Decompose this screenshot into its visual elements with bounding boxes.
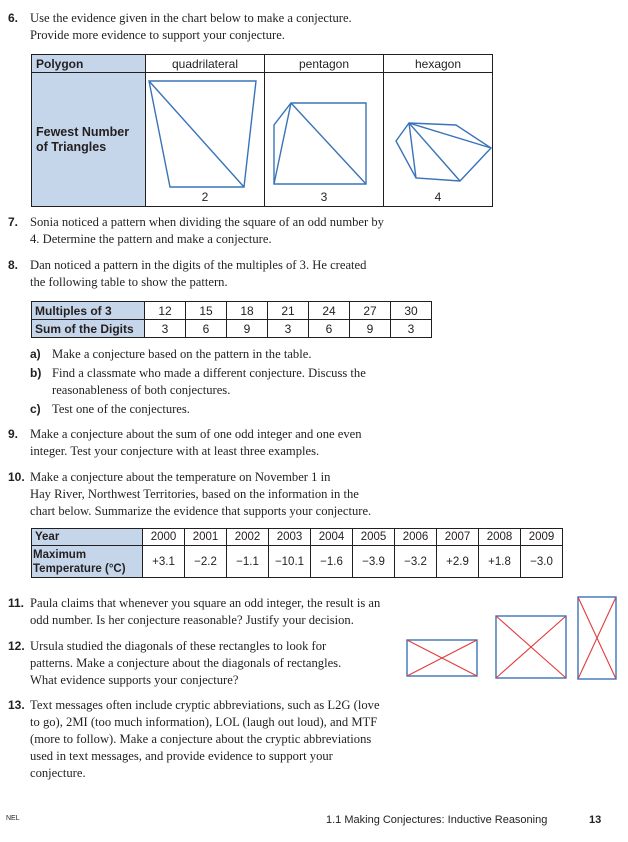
question-text-line: Dan noticed a pattern in the digits of the multiples of 3. He created <box>30 258 367 272</box>
question-9 <box>8 426 440 460</box>
digit-sum-label: Sum of the Digits <box>32 320 145 338</box>
temp-cell: +3.1 <box>143 546 185 578</box>
question-8 <box>8 257 440 291</box>
temp-cell: +1.8 <box>479 546 521 578</box>
question-text-line: the following table to show the pattern. <box>30 275 228 289</box>
question-7 <box>8 214 440 248</box>
part-b <box>32 365 422 399</box>
multiples-label: Multiples of 3 <box>32 302 145 320</box>
question-text-line: odd number. Is her conjecture reasonable? Justify your decision. <box>30 613 354 627</box>
quadrilateral-cell <box>146 73 265 207</box>
question-11 <box>8 595 440 629</box>
question-number: 12. <box>8 639 25 653</box>
question-13 <box>8 697 440 782</box>
temperature-table <box>31 528 563 578</box>
multiple-cell: 18 <box>227 302 268 320</box>
triangles-count: 2 <box>201 190 209 204</box>
question-text-line: (more to follow). Make a conjecture about the cryptic abbreviations <box>30 732 372 746</box>
question-text-line: integer. Test your conjecture with at least three examples. <box>30 444 320 458</box>
year-cell: 2001 <box>185 529 227 546</box>
max-temp-label <box>32 546 143 578</box>
column-pentagon: pentagon <box>265 55 384 73</box>
row-label-line: Fewest Number <box>36 124 130 139</box>
question-text-line: conjecture. <box>30 766 86 780</box>
multiple-cell: 15 <box>186 302 227 320</box>
question-number: 6. <box>8 11 19 25</box>
question-text-line: Text messages often include cryptic abbreviations, such as L2G (love <box>30 698 380 712</box>
multiple-cell: 27 <box>350 302 391 320</box>
part-text-line: Make a conjecture based on the pattern in the table. <box>52 347 312 361</box>
digit-sum-cell: 6 <box>186 320 227 338</box>
question-text-line: Make a conjecture about the temperature on November 1 in <box>30 470 331 484</box>
question-text-line: Paula claims that whenever you square an odd integer, the result is an <box>30 596 381 610</box>
year-cell: 2006 <box>395 529 437 546</box>
section-title: 1.1 Making Conjectures: Inductive Reasoning <box>326 814 548 826</box>
question-text-line: Make a conjecture about the sum of one odd integer and one even <box>30 427 362 441</box>
row-label-line: of Triangles <box>36 139 107 154</box>
tall-rectangle <box>578 597 616 679</box>
column-quadrilateral: quadrilateral <box>146 55 265 73</box>
question-number: 10. <box>8 470 25 484</box>
question-text-line: Hay River, Northwest Territories, based on the information in the <box>30 487 359 501</box>
hexagon-cell <box>384 73 493 207</box>
year-cell: 2007 <box>437 529 479 546</box>
polygon-table <box>31 54 493 207</box>
question-number: 9. <box>8 427 19 441</box>
temp-cell: −10.1 <box>269 546 311 578</box>
year-cell: 2002 <box>227 529 269 546</box>
rectangles-diagram <box>404 592 624 692</box>
multiple-cell: 30 <box>391 302 432 320</box>
pentagon-cell <box>265 73 384 207</box>
temp-cell: −3.2 <box>395 546 437 578</box>
polygon-header: Polygon <box>32 55 146 73</box>
question-10 <box>8 469 440 520</box>
temp-cell: +2.9 <box>437 546 479 578</box>
question-text-line: Ursula studied the diagonals of these rectangles to look for <box>30 639 327 653</box>
square <box>496 616 566 678</box>
quadrilateral-diagram <box>146 77 262 195</box>
part-label: a) <box>30 347 41 361</box>
question-text-line: to go), 2MI (too much information), LOL (laugh out loud), and MTF <box>30 715 378 729</box>
max-temp-label-line: Temperature (°C) <box>33 562 126 575</box>
year-cell: 2008 <box>479 529 521 546</box>
triangles-count: 3 <box>320 190 328 204</box>
digit-sum-cell: 6 <box>309 320 350 338</box>
question-12 <box>8 638 390 689</box>
multiple-cell: 24 <box>309 302 350 320</box>
publisher-mark: NEL <box>6 815 20 822</box>
part-text-line: reasonableness of both conjectures. <box>52 383 231 397</box>
temp-cell: −1.6 <box>311 546 353 578</box>
column-hexagon: hexagon <box>384 55 493 73</box>
question-number: 11. <box>8 596 25 610</box>
wide-rectangle <box>407 640 477 676</box>
fewest-triangles-label <box>32 73 146 207</box>
digit-sum-cell: 3 <box>268 320 309 338</box>
hexagon-diagram <box>384 77 500 195</box>
question-number: 8. <box>8 258 19 272</box>
digit-sum-cell: 9 <box>227 320 268 338</box>
max-temp-label-line: Maximum <box>33 548 87 561</box>
question-text-line: Use the evidence given in the chart below to make a conjecture. <box>30 11 352 25</box>
question-6 <box>8 10 440 44</box>
year-cell: 2004 <box>311 529 353 546</box>
part-label: c) <box>30 402 41 416</box>
part-text-line: Test one of the conjectures. <box>52 402 190 416</box>
digit-sum-cell: 3 <box>391 320 432 338</box>
part-text-line: Find a classmate who made a different conjecture. Discuss the <box>52 366 366 380</box>
temp-cell: −3.9 <box>353 546 395 578</box>
question-text-line: 4. Determine the pattern and make a conjecture. <box>30 232 272 246</box>
temp-cell: −2.2 <box>185 546 227 578</box>
part-a <box>32 346 422 363</box>
temp-cell: −1.1 <box>227 546 269 578</box>
part-c <box>32 401 422 418</box>
part-label: b) <box>30 366 42 380</box>
multiples-table <box>31 301 432 338</box>
question-text-line: Sonia noticed a pattern when dividing the square of an odd number by <box>30 215 384 229</box>
digit-sum-cell: 3 <box>145 320 186 338</box>
question-text-line: Provide more evidence to support your conjecture. <box>30 28 285 42</box>
year-cell: 2009 <box>521 529 563 546</box>
year-cell: 2005 <box>353 529 395 546</box>
question-text-line: What evidence supports your conjecture? <box>30 673 239 687</box>
multiple-cell: 12 <box>145 302 186 320</box>
year-label: Year <box>32 529 143 546</box>
year-cell: 2003 <box>269 529 311 546</box>
page-number: 13 <box>589 814 602 826</box>
temp-cell: −3.0 <box>521 546 563 578</box>
pentagon-diagram <box>265 77 381 195</box>
multiple-cell: 21 <box>268 302 309 320</box>
question-number: 13. <box>8 698 25 712</box>
year-cell: 2000 <box>143 529 185 546</box>
triangles-count: 4 <box>434 190 442 204</box>
question-text-line: chart below. Summarize the evidence that supports your conjecture. <box>30 504 372 518</box>
question-text-line: patterns. Make a conjecture about the diagonals of rectangles. <box>30 656 342 670</box>
question-text-line: used in text messages, and provide evidence to support your <box>30 749 333 763</box>
question-number: 7. <box>8 215 19 229</box>
digit-sum-cell: 9 <box>350 320 391 338</box>
